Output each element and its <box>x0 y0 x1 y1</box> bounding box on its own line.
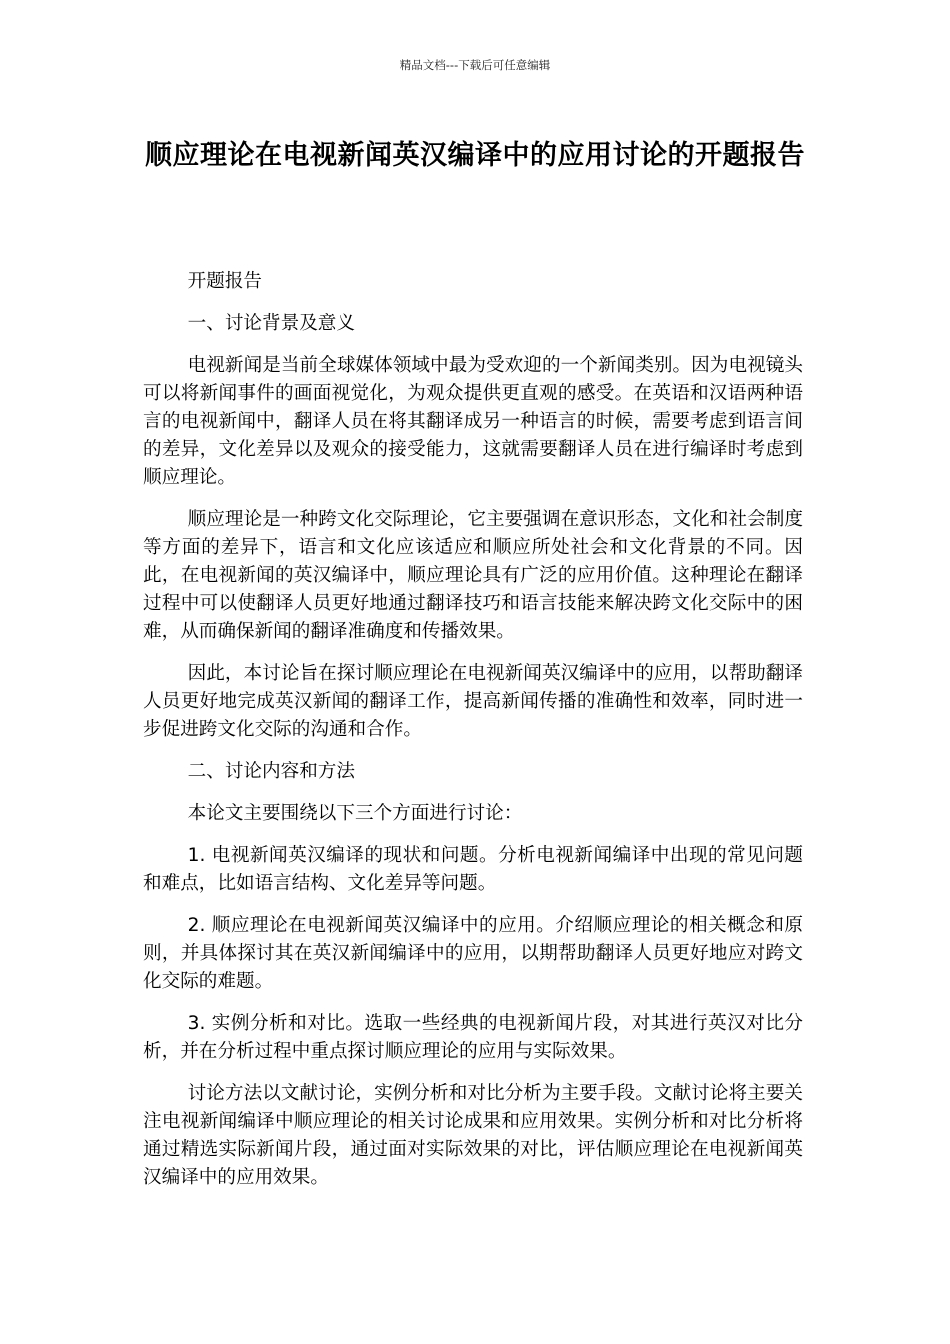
list-item-3: 3. 实例分析和对比。选取一些经典的电视新闻片段，对其进行英汉对比分析，并在分析过程中重点探讨顺应理论的应用与实际效果。 <box>143 1013 803 1062</box>
section-heading-background: 一、讨论背景及意义 <box>187 313 355 334</box>
list-item-1: 1. 电视新闻英汉编译的现状和问题。分析电视新闻编译中出现的常见问题和难点，比如语言结构、文化差异等问题。 <box>143 845 803 894</box>
section-heading-content-method: 二、讨论内容和方法 <box>187 761 355 782</box>
header-note: 精品文档---下载后可任意编辑 <box>399 58 551 72</box>
heading-proposal: 开题报告 <box>187 271 263 292</box>
paragraph-adaptation-theory: 顺应理论是一种跨文化交际理论，它主要强调在意识形态，文化和社会制度等方面的差异下，语言和文化应该适应和顺应所处社会和文化背景的不同。因此，在电视新闻的英汉编译中，顺应理论具有广泛的应用价值。这种理论在翻译过程中可以使翻译人员更好地通过翻译技巧和语言技能来解决跨文化交际中的困难，从而确保新闻的翻译准确度和传播效果。 <box>143 509 803 642</box>
paragraph-methods: 讨论方法以文献讨论，实例分析和对比分析为主要手段。文献讨论将主要关注电视新闻编译中顺应理论的相关讨论成果和应用效果。实例分析和对比分析将通过精选实际新闻片段，通过面对实际效果的对比，评估顺应理论在电视新闻英汉编译中的应用效果。 <box>143 1083 803 1188</box>
document-title: 顺应理论在电视新闻英汉编译中的应用讨论的开题报告 <box>145 140 805 171</box>
document-body <box>143 268 803 1206</box>
paragraph-purpose: 因此，本讨论旨在探讨顺应理论在电视新闻英汉编译中的应用，以帮助翻译人员更好地完成英汉新闻的翻译工作，提高新闻传播的准确性和效率，同时进一步促进跨文化交际的沟通和合作。 <box>143 663 803 740</box>
list-item-2: 2. 顺应理论在电视新闻英汉编译中的应用。介绍顺应理论的相关概念和原则，并具体探讨其在英汉新闻编译中的应用，以期帮助翻译人员更好地应对跨文化交际的难题。 <box>143 915 803 992</box>
paragraph-intro-list: 本论文主要围绕以下三个方面进行讨论： <box>187 803 523 824</box>
paragraph-tv-news: 电视新闻是当前全球媒体领域中最为受欢迎的一个新闻类别。因为电视镜头可以将新闻事件的画面视觉化，为观众提供更直观的感受。在英语和汉语两种语言的电视新闻中，翻译人员在将其翻译成另一种语言的时候，需要考虑到语言间的差异，文化差异以及观众的接受能力，这就需要翻译人员在进行编译时考虑到顺应理论。 <box>143 355 803 488</box>
